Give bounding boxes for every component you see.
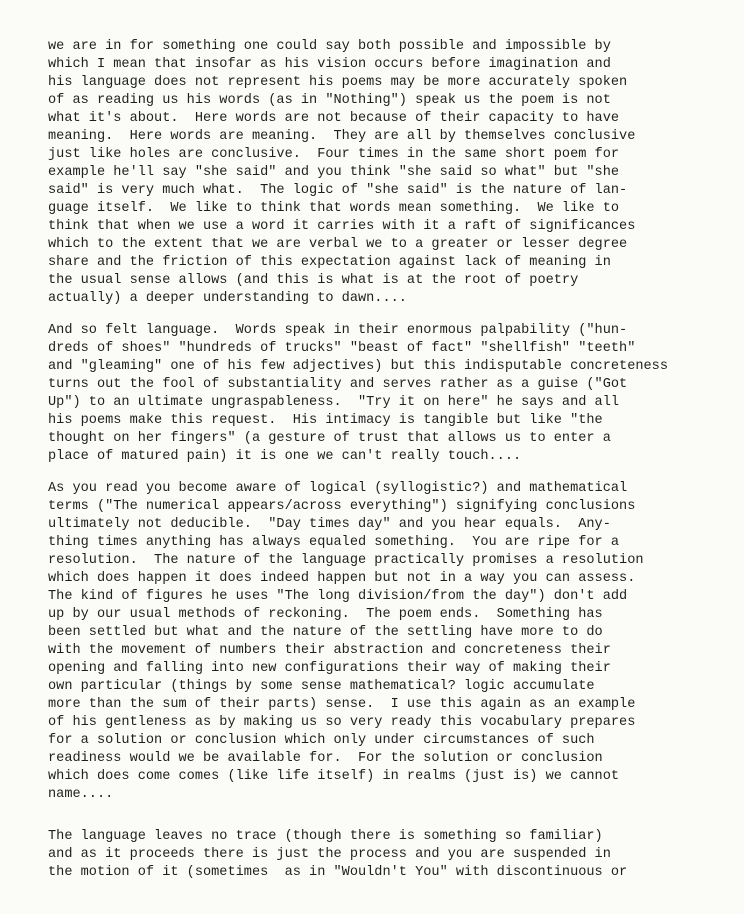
text-line: his language does not represent his poems may be more accurately spoken	[48, 75, 628, 90]
text-line: and "gleaming" one of his few adjectives) but this indisputable concreteness	[48, 359, 668, 374]
text-line: think that when we use a word it carries with it a raft of significances	[48, 219, 636, 234]
text-line: thing times anything has always equaled something. You are ripe for a	[48, 535, 620, 550]
text-line: thought on her fingers" (a gesture of trust that allows us to enter a	[48, 431, 611, 446]
text-line: The kind of figures he uses "The long division/from the day") don't add	[48, 589, 628, 604]
text-line: more than the sum of their parts) sense. I use this again as an example	[48, 697, 636, 712]
text-line: meaning. Here words are meaning. They are all by themselves conclusive	[48, 129, 636, 144]
text-line: And so felt language. Words speak in their enormous palpability ("hun-	[48, 323, 628, 338]
text-line: which I mean that insofar as his vision occurs before imagination and	[48, 57, 611, 72]
text-line: which does happen it does indeed happen but not in a way you can assess.	[48, 571, 636, 586]
paragraph-3	[48, 480, 734, 804]
text-line: we are in for something one could say both possible and impossible by	[48, 39, 611, 54]
text-line: with the movement of numbers their abstraction and concreteness their	[48, 643, 611, 658]
text-line: actually) a deeper understanding to dawn....	[48, 291, 407, 306]
text-line: guage itself. We like to think that words mean something. We like to	[48, 201, 620, 216]
text-line: which to the extent that we are verbal we to a greater or lesser degree	[48, 237, 628, 252]
text-line: said" is very much what. The logic of "she said" is the nature of lan-	[48, 183, 628, 198]
text-line: terms ("The numerical appears/across everything") signifying conclusions	[48, 499, 636, 514]
text-line: place of matured pain) it is one we can't really touch....	[48, 449, 522, 464]
text-line: own particular (things by some sense mathematical? logic accumulate	[48, 679, 595, 694]
text-line: ultimately not deducible. "Day times day" and you hear equals. Any-	[48, 517, 611, 532]
text-line: The language leaves no trace (though there is something so familiar)	[48, 829, 603, 844]
text-line: resolution. The nature of the language practically promises a resolution	[48, 553, 644, 568]
paragraph-4	[48, 828, 734, 882]
text-line: turns out the fool of substantiality and serves rather as a guise ("Got	[48, 377, 628, 392]
paragraph-2	[48, 322, 734, 466]
text-line: dreds of shoes" "hundreds of trucks" "beast of fact" "shellfish" "teeth"	[48, 341, 636, 356]
text-line: readiness would we be available for. For the solution or conclusion	[48, 751, 603, 766]
text-line: of as reading us his words (as in "Nothing") speak us the poem is not	[48, 93, 611, 108]
text-line: the usual sense allows (and this is what is at the root of poetry	[48, 273, 579, 288]
text-line: Up") to an ultimate ungraspableness. "Try it on here" he says and all	[48, 395, 620, 410]
text-line: his poems make this request. His intimacy is tangible but like "the	[48, 413, 603, 428]
text-line: the motion of it (sometimes as in "Wouldn't You" with discontinuous or	[48, 865, 628, 880]
text-line: for a solution or conclusion which only under circumstances of such	[48, 733, 595, 748]
text-line: and as it proceeds there is just the process and you are suspended in	[48, 847, 611, 862]
text-line: example he'll say "she said" and you think "she said so what" but "she	[48, 165, 620, 180]
text-line: of his gentleness as by making us so very ready this vocabulary prepares	[48, 715, 636, 730]
text-line: what it's about. Here words are not because of their capacity to have	[48, 111, 620, 126]
text-line: which does come comes (like life itself) in realms (just is) we cannot	[48, 769, 620, 784]
text-line: name....	[48, 787, 114, 802]
text-line: share and the friction of this expectation against lack of meaning in	[48, 255, 611, 270]
text-line: just like holes are conclusive. Four times in the same short poem for	[48, 147, 620, 162]
paragraph-1	[48, 38, 734, 308]
text-line: As you read you become aware of logical (syllogistic?) and mathematical	[48, 481, 628, 496]
text-line: opening and falling into new configurations their way of making their	[48, 661, 611, 676]
text-line: been settled but what and the nature of the settling have more to do	[48, 625, 603, 640]
text-line: up by our usual methods of reckoning. The poem ends. Something has	[48, 607, 603, 622]
